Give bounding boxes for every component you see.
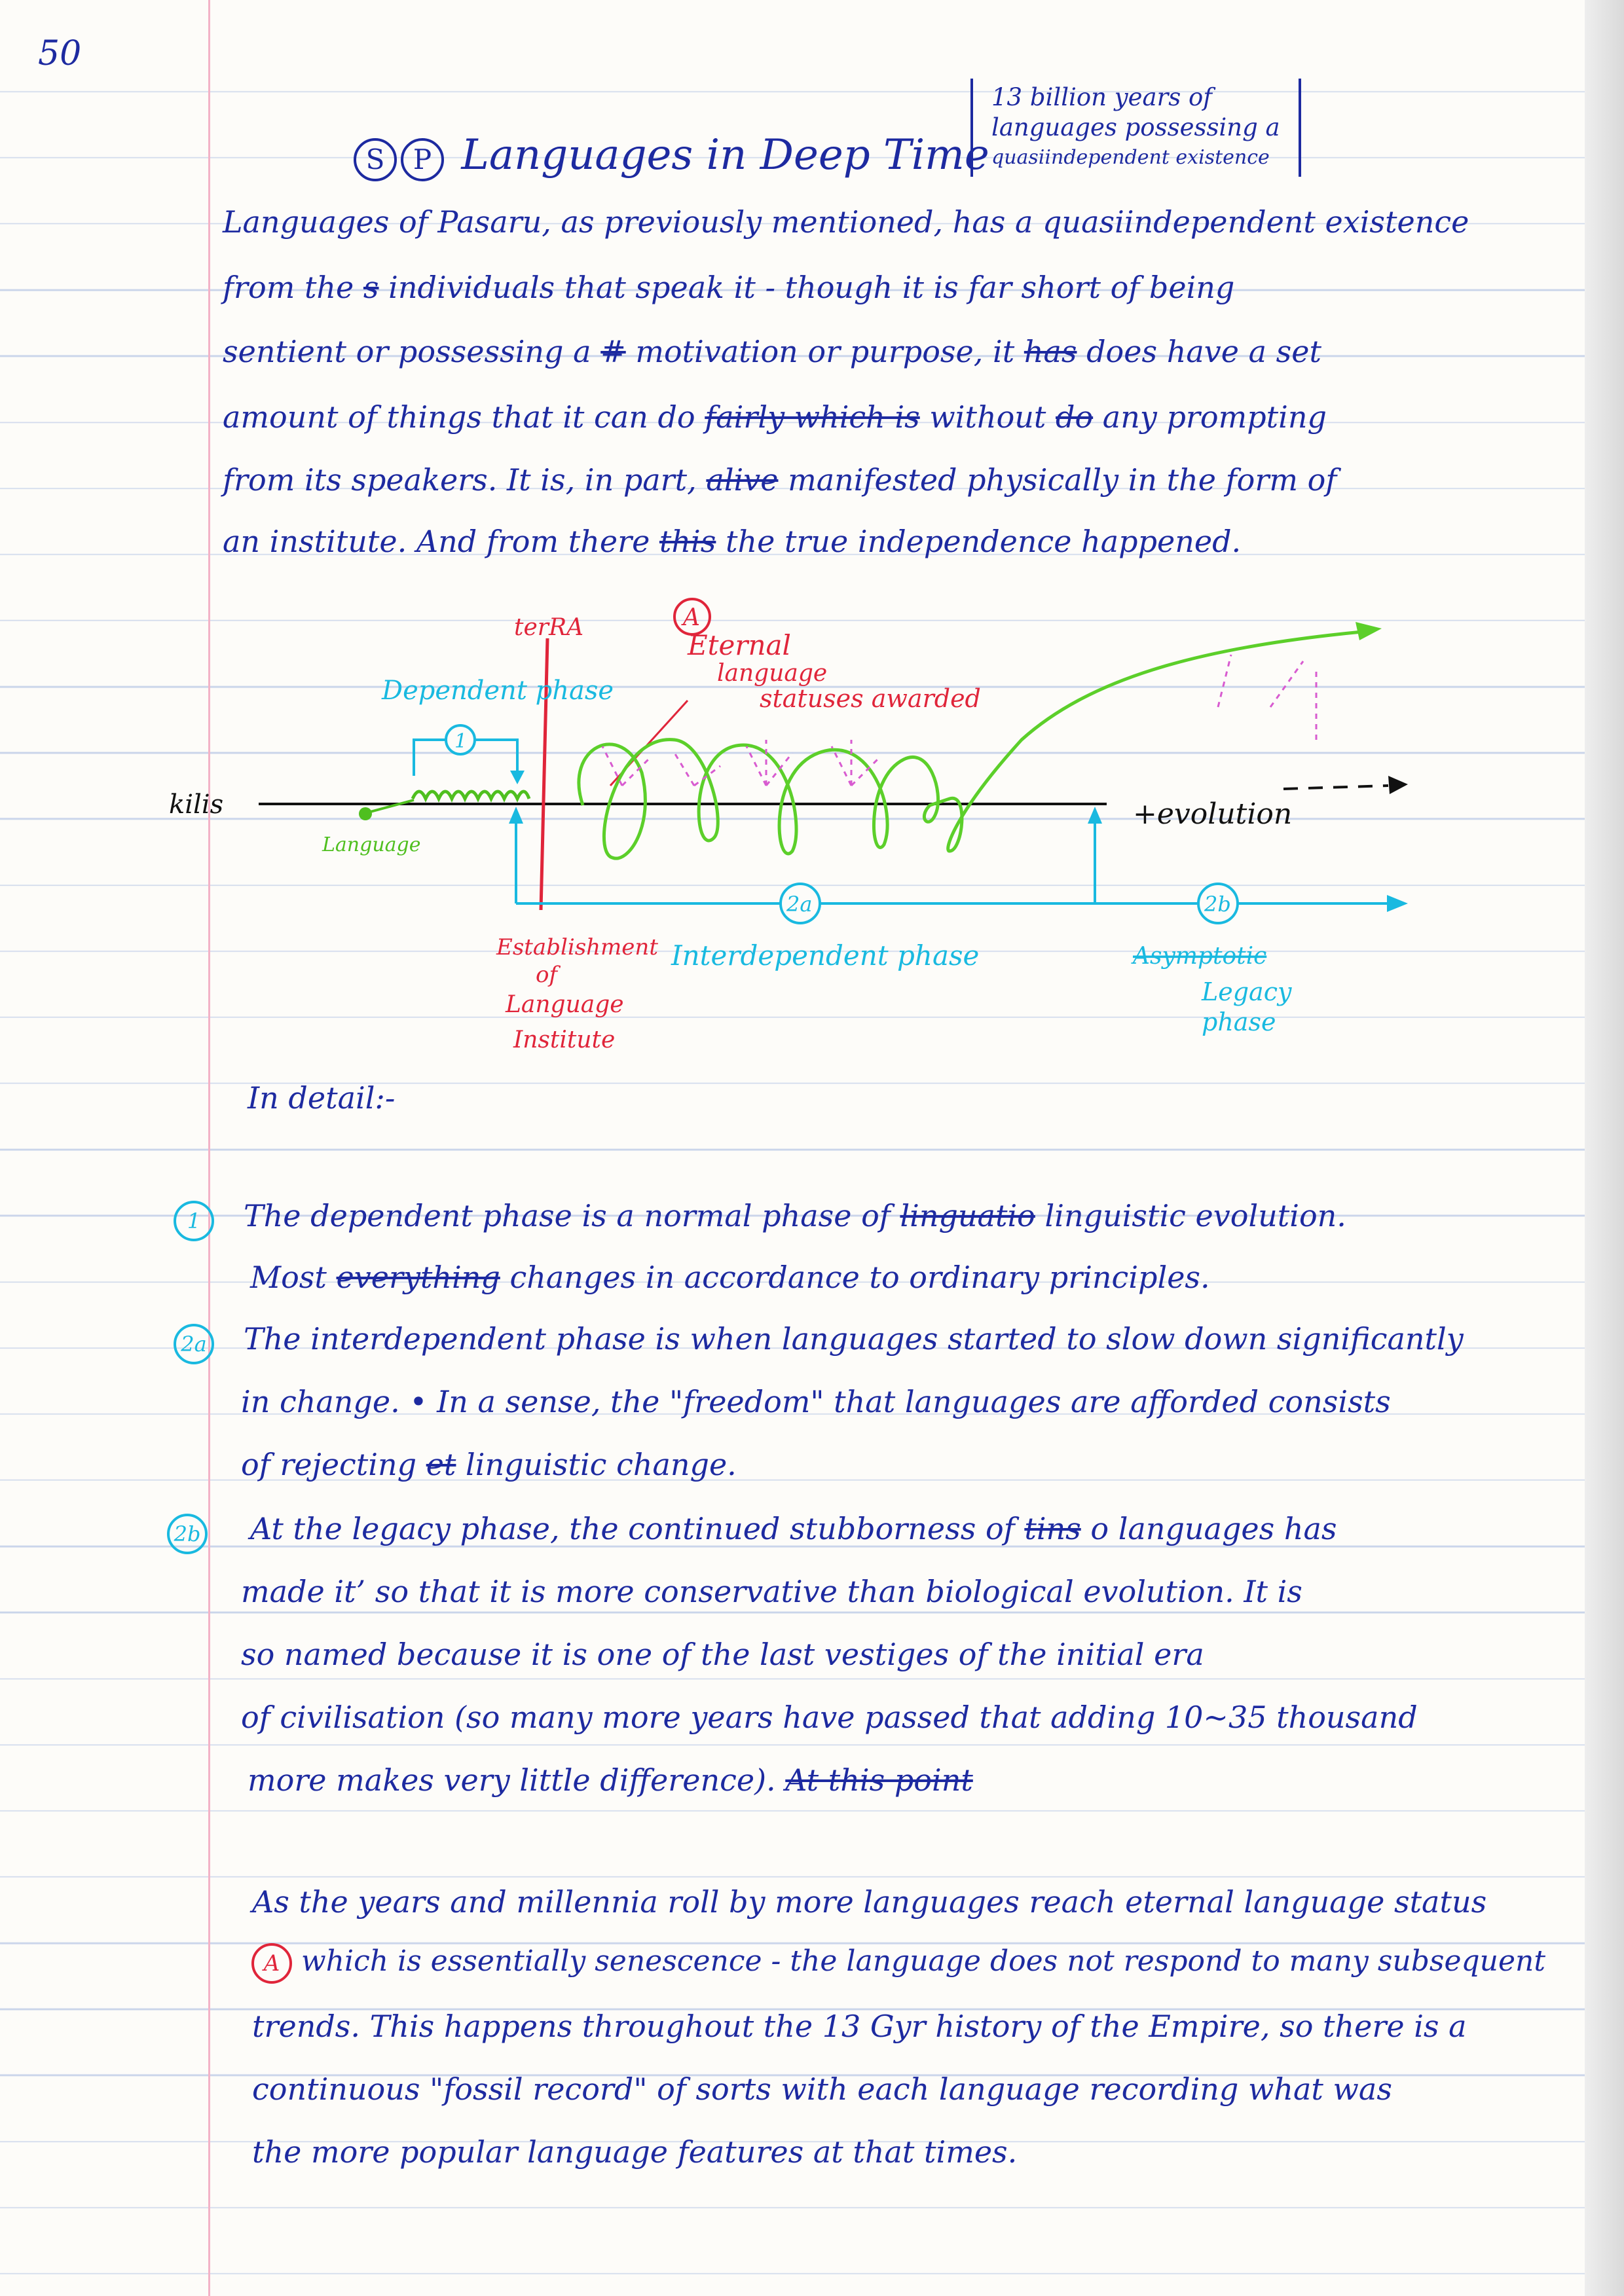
intro-text: sentient or possessing a: [223, 334, 591, 369]
intro-text: individuals that speak it - though it is far short of being: [388, 270, 1235, 305]
item-text: made it’ so that it is more conservative than biological evolution. It is: [241, 1574, 1302, 1609]
phase-2a-label: 2a: [786, 892, 813, 917]
item-text: Most: [250, 1260, 327, 1295]
item-line: [250, 1511, 1337, 1546]
axis-right-label: +evolution: [1133, 797, 1293, 831]
page-number: 50: [38, 34, 82, 73]
struck-text: linguatio: [900, 1198, 1035, 1233]
struck-text: this: [659, 524, 716, 559]
p-mark: P: [401, 138, 444, 181]
intro-text: manifested physically in the form of: [788, 462, 1337, 498]
axis-left-label: kilis: [169, 790, 224, 820]
establishment-label: Language: [506, 991, 624, 1018]
language-stem: [365, 800, 414, 813]
item-line: [244, 1321, 1464, 1357]
s-mark: S: [354, 138, 397, 181]
legacy-label: Legacy: [1202, 977, 1292, 1006]
language-origin: [359, 807, 372, 820]
title-side-note: [970, 79, 1301, 177]
item-text: more makes very little difference).: [248, 1762, 776, 1798]
margin-line: [208, 0, 210, 2296]
struck-text: tins: [1024, 1511, 1081, 1546]
item-line: [250, 1260, 1210, 1295]
intro-line: [223, 270, 1234, 305]
item-text: changes in accordance to ordinary principles.: [509, 1260, 1210, 1295]
intro-text: motivation or purpose, it: [635, 334, 1015, 369]
baseline-arrowhead: [1387, 895, 1408, 912]
closing-text: which is essentially senescence - the language does not respond to many subsequent: [301, 1944, 1546, 1978]
closing-line: [252, 2071, 1392, 2107]
struck-text: alive: [706, 462, 779, 498]
item-line: [241, 1384, 1391, 1419]
establishment-label: Institute: [513, 1027, 616, 1053]
bracket-arrow: [510, 771, 525, 784]
item-text: so named because it is one of the last vestiges of the initial era: [241, 1637, 1204, 1672]
struck-text: everything: [336, 1260, 500, 1295]
item-text: At the legacy phase, the continued stubborness of: [250, 1511, 1015, 1546]
intro-text: without: [929, 399, 1046, 435]
struck-text: #: [600, 334, 626, 369]
intro-text: the true independence happened.: [725, 524, 1242, 559]
language-coil: [413, 792, 529, 799]
struck-text: fairly which is: [705, 399, 920, 435]
side-note-line: languages possessing a: [991, 113, 1280, 141]
closing-line: [252, 1884, 1486, 1920]
phase-2b-label: 2b: [1204, 892, 1231, 917]
intro-line: [223, 399, 1327, 435]
evolution-arrowhead: [1356, 622, 1382, 640]
struck-text: has: [1024, 334, 1077, 369]
item-badge-2b: 2b: [167, 1514, 208, 1554]
page-edge: [1585, 0, 1624, 2296]
intro-text: from the: [223, 270, 354, 305]
struck-text: do: [1056, 399, 1094, 435]
phase-1-label: 1: [454, 730, 468, 753]
item-text: The dependent phase is a normal phase of: [244, 1198, 891, 1233]
interdependent-label: Interdependent phase: [671, 939, 980, 972]
item-badge-2a: 2a: [174, 1324, 214, 1364]
intro-text: an institute. And from there: [223, 524, 650, 559]
item-line: [241, 1447, 737, 1482]
intro-line: [223, 462, 1337, 498]
item-text: of rejecting: [241, 1447, 417, 1482]
side-note-line: 13 billion years of: [991, 83, 1212, 111]
intro-line: [223, 524, 1241, 559]
detail-heading: In detail:-: [248, 1080, 396, 1116]
item-line: [248, 1762, 973, 1798]
closing-text: the more popular language features at that times.: [252, 2134, 1018, 2170]
item-line: [244, 1198, 1346, 1233]
eternal-label: Eternal: [688, 629, 791, 661]
side-note-line: quasiindependent existence: [991, 146, 1270, 169]
struck-text: At this point: [785, 1762, 973, 1798]
item-line: [241, 1700, 1418, 1735]
item-text: o languages has: [1090, 1511, 1337, 1546]
axis-arrowhead: [1388, 776, 1408, 794]
language-label: Language: [322, 833, 421, 856]
closing-line: [301, 1944, 1545, 1978]
item-text: linguistic evolution.: [1044, 1198, 1346, 1233]
marker-a: A: [683, 604, 700, 631]
eternal-label: language: [717, 660, 828, 687]
closing-line: [252, 2009, 1467, 2044]
closing-text: continuous "fossil record" of sorts with each language recording what was: [252, 2071, 1392, 2107]
item-text: linguistic change.: [466, 1447, 737, 1482]
intro-line: [223, 204, 1469, 240]
intro-line: [223, 334, 1321, 369]
item-line: [241, 1637, 1204, 1672]
item-badge-1: 1: [174, 1201, 214, 1241]
phase-diagram: [0, 576, 1624, 1087]
intro-text: any prompting: [1102, 399, 1327, 435]
title-text: Languages in Deep Time: [461, 131, 989, 179]
terra-label: terRA: [514, 614, 584, 641]
item-line: [241, 1574, 1302, 1609]
evolution-axis-dashed: [1283, 786, 1388, 789]
closing-badge-a: A: [251, 1943, 292, 1984]
intro-text: from its speakers. It is, in part,: [223, 462, 697, 498]
intro-text: amount of things that it can do: [223, 399, 695, 435]
eternal-label: statuses awarded: [760, 684, 981, 713]
intro-text: does have a set: [1086, 334, 1321, 369]
struck-text: et: [426, 1447, 456, 1482]
closing-text: As the years and millennia roll by more languages reach eternal language status: [252, 1884, 1487, 1920]
item-text: of civilisation (so many more years have passed that adding 10~35 thousand: [241, 1700, 1418, 1735]
intro-text: Languages of Pasaru, as previously mentioned, has a quasiindependent existence: [223, 204, 1469, 240]
dependent-phase-label: Dependent phase: [382, 676, 614, 706]
establishment-label: Establishment: [496, 934, 658, 960]
asymptotic-label: Asymptotic: [1133, 943, 1267, 970]
struck-text: s: [363, 270, 379, 305]
divider-arrow-left: [509, 807, 523, 824]
legacy-label: phase: [1202, 1008, 1276, 1036]
page-title: [354, 131, 989, 181]
establishment-label: of: [536, 962, 558, 988]
divider-arrow-right: [1088, 807, 1102, 824]
closing-text: trends. This happens throughout the 13 Gyr history of the Empire, so there is a: [252, 2009, 1467, 2044]
item-text: in change. • In a sense, the "freedom" that languages are afforded consists: [241, 1384, 1391, 1419]
item-text: The interdependent phase is when languages started to slow down significantly: [244, 1321, 1464, 1357]
closing-line: [252, 2134, 1017, 2170]
